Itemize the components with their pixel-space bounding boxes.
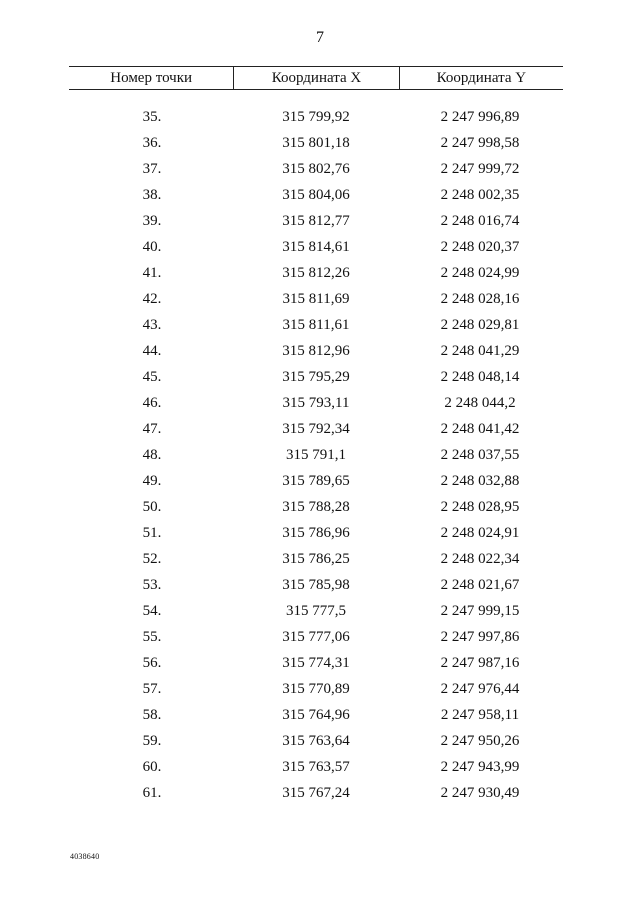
point-number-cell: 36. (142, 135, 162, 151)
table-row (0, 676, 640, 702)
document-code: 4038640 (70, 852, 100, 861)
table-row (0, 208, 640, 234)
coordinate-y-cell: 2 247 958,11 (440, 707, 520, 723)
coordinate-y-cell: 2 247 998,58 (440, 135, 520, 151)
coordinate-y-cell: 2 247 930,49 (440, 785, 520, 801)
coordinate-x-cell: 315 812,26 (282, 265, 350, 281)
table-row (0, 286, 640, 312)
table-row (0, 338, 640, 364)
coordinate-x-cell: 315 763,64 (282, 733, 350, 749)
table-row (0, 104, 640, 130)
table-row (0, 572, 640, 598)
table-row (0, 624, 640, 650)
point-number-cell: 50. (142, 499, 162, 515)
coordinate-y-cell: 2 248 048,14 (440, 369, 520, 385)
point-number-cell: 54. (142, 603, 162, 619)
point-number-cell: 41. (142, 265, 162, 281)
point-number-cell: 51. (142, 525, 162, 541)
table-row (0, 390, 640, 416)
point-number-cell: 56. (142, 655, 162, 671)
coordinate-y-cell: 2 248 041,29 (440, 343, 520, 359)
coordinate-y-cell: 2 248 044,2 (444, 395, 516, 411)
coordinate-y-cell: 2 248 041,42 (440, 421, 520, 437)
point-number-cell: 49. (142, 473, 162, 489)
table-row (0, 130, 640, 156)
table-row (0, 156, 640, 182)
point-number-cell: 52. (142, 551, 162, 567)
coordinate-x-cell: 315 774,31 (282, 655, 350, 671)
point-number-cell: 43. (142, 317, 162, 333)
table-row (0, 364, 640, 390)
coordinate-y-cell: 2 247 999,72 (440, 161, 520, 177)
coordinate-x-cell: 315 788,28 (282, 499, 350, 515)
table-row (0, 650, 640, 676)
point-number-cell: 35. (142, 109, 162, 125)
coordinate-y-cell: 2 247 996,89 (440, 109, 520, 125)
point-number-cell: 53. (142, 577, 162, 593)
point-number-cell: 60. (142, 759, 162, 775)
point-number-cell: 55. (142, 629, 162, 645)
coordinate-x-cell: 315 802,76 (282, 161, 350, 177)
coordinate-x-cell: 315 786,25 (282, 551, 350, 567)
coordinate-y-cell: 2 248 024,91 (440, 525, 520, 541)
coordinate-x-cell: 315 764,96 (282, 707, 350, 723)
table-header (69, 66, 563, 90)
coordinate-x-cell: 315 792,34 (282, 421, 350, 437)
coordinate-x-cell: 315 791,1 (286, 447, 346, 463)
point-number-cell: 38. (142, 187, 162, 203)
coordinate-x-cell: 315 811,61 (282, 317, 350, 333)
header-coordinate-x: Координата X (233, 67, 399, 89)
point-number-cell: 37. (142, 161, 162, 177)
coordinate-y-cell: 2 248 021,67 (440, 577, 520, 593)
coordinate-y-cell: 2 248 016,74 (440, 213, 520, 229)
table-row (0, 182, 640, 208)
coordinate-y-cell: 2 247 999,15 (440, 603, 520, 619)
table-row (0, 754, 640, 780)
coordinate-x-cell: 315 814,61 (282, 239, 350, 255)
coordinate-x-cell: 315 786,96 (282, 525, 350, 541)
coordinate-y-cell: 2 248 032,88 (440, 473, 520, 489)
table-row (0, 520, 640, 546)
coordinate-y-cell: 2 248 028,16 (440, 291, 520, 307)
page-number: 7 (316, 29, 324, 46)
coordinate-x-cell: 315 812,77 (282, 213, 350, 229)
point-number-cell: 45. (142, 369, 162, 385)
point-number-cell: 48. (142, 447, 162, 463)
point-number-cell: 40. (142, 239, 162, 255)
coordinate-y-cell: 2 248 029,81 (440, 317, 520, 333)
table-row (0, 702, 640, 728)
coordinate-x-cell: 315 804,06 (282, 187, 350, 203)
point-number-cell: 44. (142, 343, 162, 359)
table-row (0, 468, 640, 494)
table-body (0, 104, 640, 806)
table-row (0, 780, 640, 806)
header-coordinate-y: Координата Y (436, 70, 527, 86)
coordinate-y-cell: 2 247 943,99 (440, 759, 520, 775)
table-row (0, 598, 640, 624)
coordinate-x-cell: 315 811,69 (282, 291, 350, 307)
coordinate-x-cell: 315 777,06 (282, 629, 350, 645)
coordinate-x-cell: 315 795,29 (282, 369, 350, 385)
coordinate-x-cell: 315 799,92 (282, 109, 350, 125)
table-row (0, 312, 640, 338)
table-row (0, 260, 640, 286)
coordinate-y-cell: 2 248 022,34 (440, 551, 520, 567)
table-row (0, 728, 640, 754)
coordinate-y-cell: 2 248 020,37 (440, 239, 520, 255)
coordinate-y-cell: 2 248 024,99 (440, 265, 520, 281)
table-row (0, 494, 640, 520)
coordinate-x-cell: 315 763,57 (282, 759, 350, 775)
coordinate-x-cell: 315 801,18 (282, 135, 350, 151)
coordinate-y-cell: 2 248 028,95 (440, 499, 520, 515)
point-number-cell: 57. (142, 681, 162, 697)
coordinate-x-cell: 315 789,65 (282, 473, 350, 489)
coordinate-x-cell: 315 785,98 (282, 577, 350, 593)
coordinate-x-cell: 315 793,11 (282, 395, 350, 411)
coordinate-y-cell: 2 247 950,26 (440, 733, 520, 749)
coordinate-y-cell: 2 248 002,35 (440, 187, 520, 203)
coordinate-x-cell: 315 767,24 (282, 785, 350, 801)
point-number-cell: 47. (142, 421, 162, 437)
coordinate-y-cell: 2 247 976,44 (440, 681, 520, 697)
point-number-cell: 46. (142, 395, 162, 411)
point-number-cell: 42. (142, 291, 162, 307)
point-number-cell: 59. (142, 733, 162, 749)
coordinate-y-cell: 2 247 997,86 (440, 629, 520, 645)
table-row (0, 546, 640, 572)
point-number-cell: 58. (142, 707, 162, 723)
coordinate-x-cell: 315 777,5 (286, 603, 346, 619)
point-number-cell: 39. (142, 213, 162, 229)
point-number-cell: 61. (142, 785, 162, 801)
table-row (0, 416, 640, 442)
table-row (0, 442, 640, 468)
coordinate-y-cell: 2 248 037,55 (440, 447, 520, 463)
table-row (0, 234, 640, 260)
coordinate-x-cell: 315 770,89 (282, 681, 350, 697)
coordinate-x-cell: 315 812,96 (282, 343, 350, 359)
coordinate-y-cell: 2 247 987,16 (440, 655, 520, 671)
header-point-number: Номер точки (110, 70, 193, 86)
